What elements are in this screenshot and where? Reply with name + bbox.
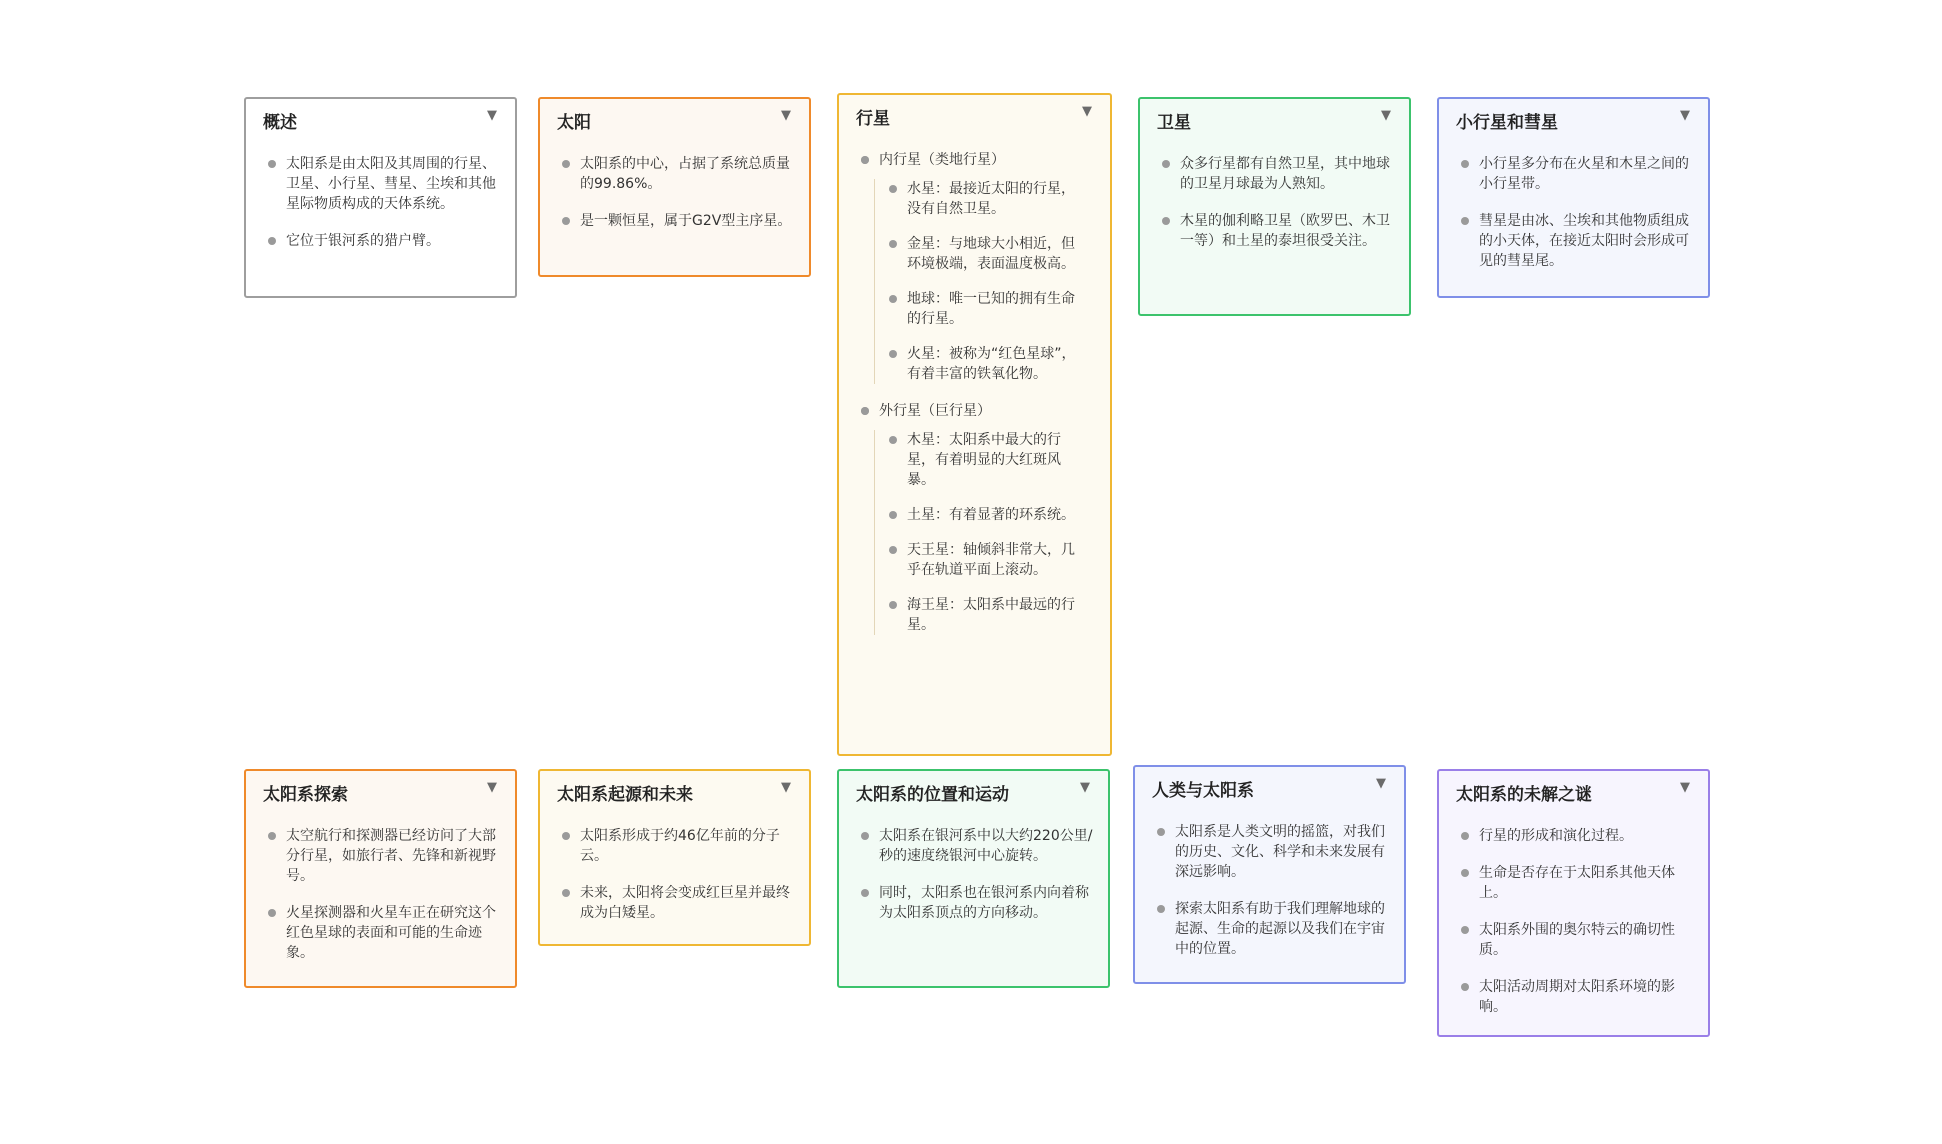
card-title: 太阳系探索 bbox=[263, 785, 348, 805]
card-title: 太阳系起源和未来 bbox=[557, 785, 693, 805]
item-list bbox=[839, 826, 1108, 923]
list-item: 众多行星都有自然卫星，其中地球的卫星月球最为人熟知。 bbox=[1180, 154, 1399, 194]
card-sun bbox=[538, 97, 811, 277]
list-item: 未来，太阳将会变成红巨星并最终成为白矮星。 bbox=[580, 883, 799, 923]
list-item: 行星的形成和演化过程。 bbox=[1479, 826, 1698, 846]
card-origin-future bbox=[538, 769, 811, 946]
list-item: 探索太阳系有助于我们理解地球的起源、生命的起源以及我们在宇宙中的位置。 bbox=[1175, 899, 1394, 959]
card-title: 太阳系的位置和运动 bbox=[856, 785, 1009, 805]
list-item: 木星的伽利略卫星（欧罗巴、木卫一等）和土星的泰坦很受关注。 bbox=[1180, 211, 1399, 251]
planet-group-inner bbox=[879, 150, 1080, 384]
list-item: 太阳活动周期对太阳系环境的影响。 bbox=[1479, 977, 1698, 1017]
sub-list bbox=[874, 179, 1080, 384]
collapse-toggle-icon[interactable]: ▼ bbox=[1680, 780, 1690, 795]
collapse-toggle-icon[interactable]: ▼ bbox=[1381, 108, 1391, 123]
item-list bbox=[1135, 822, 1404, 959]
collapse-toggle-icon[interactable]: ▼ bbox=[1082, 104, 1092, 119]
collapse-toggle-icon[interactable]: ▼ bbox=[781, 108, 791, 123]
collapse-toggle-icon[interactable]: ▼ bbox=[781, 780, 791, 795]
list-item: 金星：与地球大小相近，但环境极端，表面温度极高。 bbox=[907, 234, 1080, 274]
list-item: 太阳系在银河系中以大约220公里/秒的速度绕银河中心旋转。 bbox=[879, 826, 1098, 866]
list-item: 生命是否存在于太阳系其他天体上。 bbox=[1479, 863, 1698, 903]
card-asteroids-comets bbox=[1437, 97, 1710, 298]
collapse-toggle-icon[interactable]: ▼ bbox=[1680, 108, 1690, 123]
item-list bbox=[540, 154, 809, 231]
collapse-toggle-icon[interactable]: ▼ bbox=[487, 780, 497, 795]
card-header bbox=[1439, 771, 1708, 811]
list-item: 太阳系是人类文明的摇篮，对我们的历史、文化、科学和未来发展有深远影响。 bbox=[1175, 822, 1394, 882]
card-title: 概述 bbox=[263, 113, 297, 133]
planet-group-outer bbox=[879, 401, 1080, 635]
group-label: 外行星（巨行星） bbox=[879, 401, 1080, 421]
list-item: 太阳系的中心，占据了系统总质量的99.86%。 bbox=[580, 154, 799, 194]
card-overview bbox=[244, 97, 517, 298]
list-item: 海王星：太阳系中最远的行星。 bbox=[907, 595, 1080, 635]
collapse-toggle-icon[interactable]: ▼ bbox=[487, 108, 497, 123]
list-item: 同时，太阳系也在银河系内向着称为太阳系顶点的方向移动。 bbox=[879, 883, 1098, 923]
card-header bbox=[839, 95, 1110, 135]
list-item: 地球：唯一已知的拥有生命的行星。 bbox=[907, 289, 1080, 329]
list-item: 太空航行和探测器已经访问了大部分行星，如旅行者、先锋和新视野号。 bbox=[286, 826, 505, 886]
list-item: 水星：最接近太阳的行星，没有自然卫星。 bbox=[907, 179, 1080, 219]
item-list bbox=[246, 154, 515, 251]
list-item: 火星探测器和火星车正在研究这个红色星球的表面和可能的生命迹象。 bbox=[286, 903, 505, 963]
list-item: 木星：太阳系中最大的行星，有着明显的大红斑风暴。 bbox=[907, 430, 1080, 490]
card-header bbox=[540, 99, 809, 139]
list-item: 太阳系是由太阳及其周围的行星、卫星、小行星、彗星、尘埃和其他星际物质构成的天体系统。 bbox=[286, 154, 505, 214]
sub-list bbox=[874, 430, 1080, 635]
card-header bbox=[540, 771, 809, 811]
card-title: 小行星和彗星 bbox=[1456, 113, 1558, 133]
card-title: 人类与太阳系 bbox=[1152, 781, 1254, 801]
list-item: 彗星是由冰、尘埃和其他物质组成的小天体，在接近太阳时会形成可见的彗星尾。 bbox=[1479, 211, 1698, 271]
card-header bbox=[839, 771, 1108, 811]
card-title: 太阳 bbox=[557, 113, 591, 133]
list-item: 土星：有着显著的环系统。 bbox=[907, 505, 1080, 525]
card-header bbox=[246, 99, 515, 139]
collapse-toggle-icon[interactable]: ▼ bbox=[1080, 780, 1090, 795]
item-list bbox=[246, 826, 515, 963]
card-moons bbox=[1138, 97, 1411, 316]
card-header bbox=[246, 771, 515, 811]
card-title: 行星 bbox=[856, 109, 890, 129]
card-humans bbox=[1133, 765, 1406, 984]
card-position-motion bbox=[837, 769, 1110, 988]
item-list bbox=[839, 150, 1110, 635]
list-item: 太阳系形成于约46亿年前的分子云。 bbox=[580, 826, 799, 866]
group-label: 内行星（类地行星） bbox=[879, 150, 1080, 170]
list-item: 它位于银河系的猎户臂。 bbox=[286, 231, 505, 251]
card-header bbox=[1135, 767, 1404, 807]
list-item: 天王星：轴倾斜非常大，几乎在轨道平面上滚动。 bbox=[907, 540, 1080, 580]
item-list bbox=[1439, 826, 1708, 1017]
list-item: 太阳系外围的奥尔特云的确切性质。 bbox=[1479, 920, 1698, 960]
card-planets bbox=[837, 93, 1112, 756]
item-list bbox=[1439, 154, 1708, 271]
card-header bbox=[1140, 99, 1409, 139]
item-list bbox=[1140, 154, 1409, 251]
card-mysteries bbox=[1437, 769, 1710, 1037]
item-list bbox=[540, 826, 809, 923]
collapse-toggle-icon[interactable]: ▼ bbox=[1376, 776, 1386, 791]
list-item: 小行星多分布在火星和木星之间的小行星带。 bbox=[1479, 154, 1698, 194]
card-header bbox=[1439, 99, 1708, 139]
list-item: 火星：被称为“红色星球”，有着丰富的铁氧化物。 bbox=[907, 344, 1080, 384]
card-exploration bbox=[244, 769, 517, 988]
card-title: 卫星 bbox=[1157, 113, 1191, 133]
card-title: 太阳系的未解之谜 bbox=[1456, 785, 1592, 805]
list-item: 是一颗恒星，属于G2V型主序星。 bbox=[580, 211, 799, 231]
